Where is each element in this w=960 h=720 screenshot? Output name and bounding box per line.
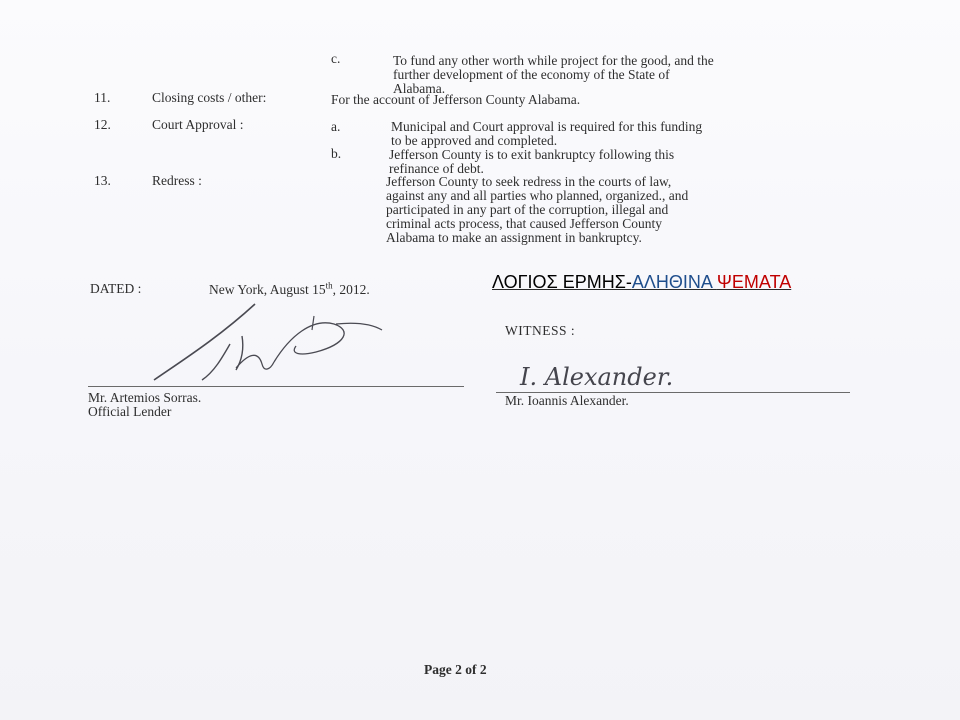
lender-signature (140, 300, 390, 390)
item-c-text (393, 54, 893, 96)
item-12-b-line: refinance of debt. (389, 161, 484, 176)
item-13-line: Alabama to make an assignment in bankruptcy. (386, 230, 642, 245)
witness-signature: I. Alexander. (520, 363, 674, 391)
item-12-number: 12. (94, 117, 111, 132)
item-13-line: Jefferson County to seek redress in the courts of law, (386, 174, 672, 189)
item-13-text (386, 175, 886, 245)
item-12-label: Court Approval : (152, 117, 244, 132)
item-11-number: 11. (94, 90, 111, 105)
lender-signature-line (88, 386, 464, 387)
item-12-b-text (389, 148, 889, 176)
dated-value (209, 280, 370, 297)
banner-part-black: ΛΟΓΙΟΣ ΕΡΜΗΣ- (492, 272, 632, 292)
item-13-label: Redress : (152, 173, 202, 188)
item-c-line: further development of the economy of the State of (393, 67, 670, 82)
dated-label: DATED : (90, 281, 142, 296)
item-12-a-text (391, 120, 891, 148)
item-c-line: To fund any other worth while project for the good, and the (393, 53, 714, 68)
item-c-line: Alabama. (393, 81, 446, 96)
dated-year: , 2012. (332, 282, 370, 297)
banner-part-blue: ΑΛΗΘΙΝΑ (631, 272, 717, 292)
banner-part-red: ΨΕΜΑΤΑ (716, 272, 792, 292)
dated-place-date: New York, August 15 (209, 282, 326, 297)
item-13-number: 13. (94, 173, 111, 188)
item-13-line: against any and all parties who planned, organized., and (386, 188, 689, 203)
item-11-label: Closing costs / other: (152, 90, 267, 105)
item-13-line: criminal acts process, that caused Jefferson County (386, 216, 663, 231)
dated-day-suffix: th (325, 280, 333, 291)
item-11-text: For the account of Jefferson County Alabama. (331, 92, 581, 107)
item-12-b-line: Jefferson County is to exit bankruptcy following this (389, 147, 675, 162)
lender-name: Mr. Artemios Sorras. (88, 390, 202, 405)
blog-banner (492, 271, 791, 293)
witness-name: Mr. Ioannis Alexander. (505, 393, 629, 408)
item-c-marker: c. (331, 51, 341, 66)
lender-title: Official Lender (88, 404, 172, 419)
item-12-a-marker: a. (331, 119, 341, 134)
item-12-a-line: Municipal and Court approval is required for this funding (391, 119, 703, 134)
item-12-b-marker: b. (331, 146, 342, 161)
item-12-a-line: to be approved and completed. (391, 133, 558, 148)
page-number: Page 2 of 2 (424, 662, 487, 677)
item-13-line: participated in any part of the corruption, illegal and (386, 202, 669, 217)
witness-label: WITNESS : (505, 323, 576, 338)
